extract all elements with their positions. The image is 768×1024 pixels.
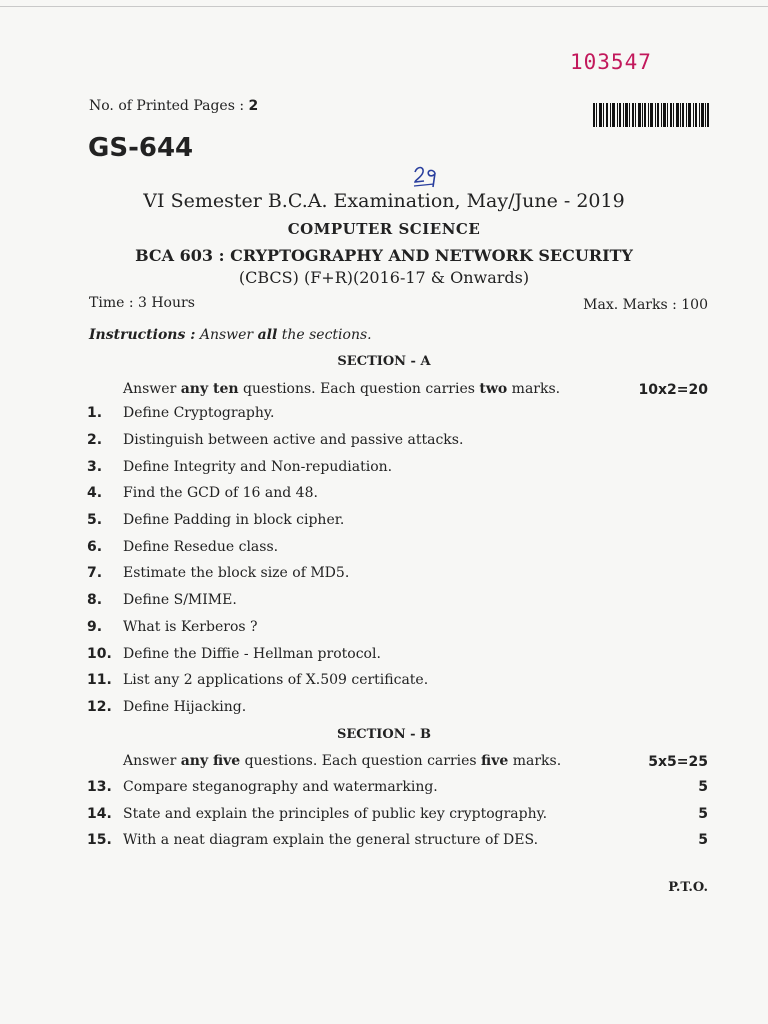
question-text: Estimate the block size of MD5.: [123, 565, 350, 581]
instructions: [89, 327, 372, 343]
question-row: [0, 512, 768, 532]
question-text: State and explain the principles of public key cryptography.: [123, 806, 548, 822]
max-marks: Max. Marks : 100: [583, 297, 708, 313]
question-number: 14.: [87, 806, 112, 822]
section-b-total: 5x5=25: [648, 754, 708, 770]
question-row: [0, 539, 768, 559]
barcode-icon: [593, 103, 709, 127]
handwritten-note: [412, 164, 442, 190]
question-marks: 5: [698, 779, 708, 795]
section-b-title: SECTION - B: [336, 727, 432, 742]
question-text: Define Resedue class.: [123, 539, 279, 555]
question-marks: 5: [698, 806, 708, 822]
question-text: What is Kerberos ?: [123, 619, 258, 635]
question-row: [0, 806, 768, 826]
question-text: Find the GCD of 16 and 48.: [123, 485, 318, 501]
question-row: [0, 646, 768, 666]
printed-pages-label: No. of Printed Pages :: [89, 98, 249, 114]
question-number: 9.: [87, 619, 103, 635]
instructions-label: Instructions :: [89, 327, 196, 343]
question-row: [0, 485, 768, 505]
question-row: [0, 619, 768, 639]
question-number: 8.: [87, 592, 103, 608]
paper-title: BCA 603 : CRYPTOGRAPHY AND NETWORK SECURITY: [135, 246, 633, 265]
question-row: [0, 565, 768, 585]
question-text: Define Hijacking.: [123, 699, 247, 715]
serial-number: 103547: [570, 50, 652, 74]
please-turn-over: P.T.O.: [668, 880, 708, 895]
question-number: 10.: [87, 646, 112, 662]
page-top-rule: [0, 6, 768, 7]
time-allowed: Time : 3 Hours: [89, 295, 195, 311]
question-row: [0, 459, 768, 479]
question-marks: 5: [698, 832, 708, 848]
question-number: 4.: [87, 485, 103, 501]
section-b-instruction: Answer any five questions. Each question carries five marks.: [123, 753, 562, 769]
section-a-total: 10x2=20: [638, 382, 708, 398]
scheme-label: (CBCS) (F+R)(2016-17 & Onwards): [238, 268, 530, 287]
question-row: [0, 432, 768, 452]
question-text: Define the Diffie - Hellman protocol.: [123, 646, 381, 662]
instructions-bold: all: [257, 327, 278, 343]
question-number: 6.: [87, 539, 103, 555]
question-number: 2.: [87, 432, 103, 448]
section-a-title: SECTION - A: [337, 354, 431, 369]
printed-pages: [89, 98, 258, 114]
question-text: Define Cryptography.: [123, 405, 275, 421]
question-number: 3.: [87, 459, 103, 475]
question-text: With a neat diagram explain the general structure of DES.: [123, 832, 539, 848]
question-text: List any 2 applications of X.509 certificate.: [123, 672, 429, 688]
paper-code: GS-644: [88, 133, 194, 163]
question-number: 1.: [87, 405, 103, 421]
question-number: 5.: [87, 512, 103, 528]
question-text: Define Padding in block cipher.: [123, 512, 345, 528]
question-row: [0, 672, 768, 692]
question-row: [0, 405, 768, 425]
question-row: [0, 779, 768, 799]
subject-title: COMPUTER SCIENCE: [287, 220, 481, 238]
question-text: Compare steganography and watermarking.: [123, 779, 438, 795]
exam-title: VI Semester B.C.A. Examination, May/June - 2019: [143, 190, 625, 212]
question-row: [0, 832, 768, 852]
question-row: [0, 699, 768, 719]
question-text: Distinguish between active and passive attacks.: [123, 432, 464, 448]
question-number: 15.: [87, 832, 112, 848]
question-text: Define Integrity and Non-repudiation.: [123, 459, 393, 475]
question-number: 7.: [87, 565, 103, 581]
printed-pages-count: 2: [248, 98, 259, 114]
question-number: 11.: [87, 672, 112, 688]
section-a-instruction: Answer any ten questions. Each question carries two marks.: [123, 381, 561, 397]
question-number: 13.: [87, 779, 112, 795]
question-text: Define S/MIME.: [123, 592, 237, 608]
instructions-pre: Answer: [199, 327, 258, 343]
question-row: [0, 592, 768, 612]
instructions-post: the sections.: [277, 327, 372, 343]
question-number: 12.: [87, 699, 112, 715]
